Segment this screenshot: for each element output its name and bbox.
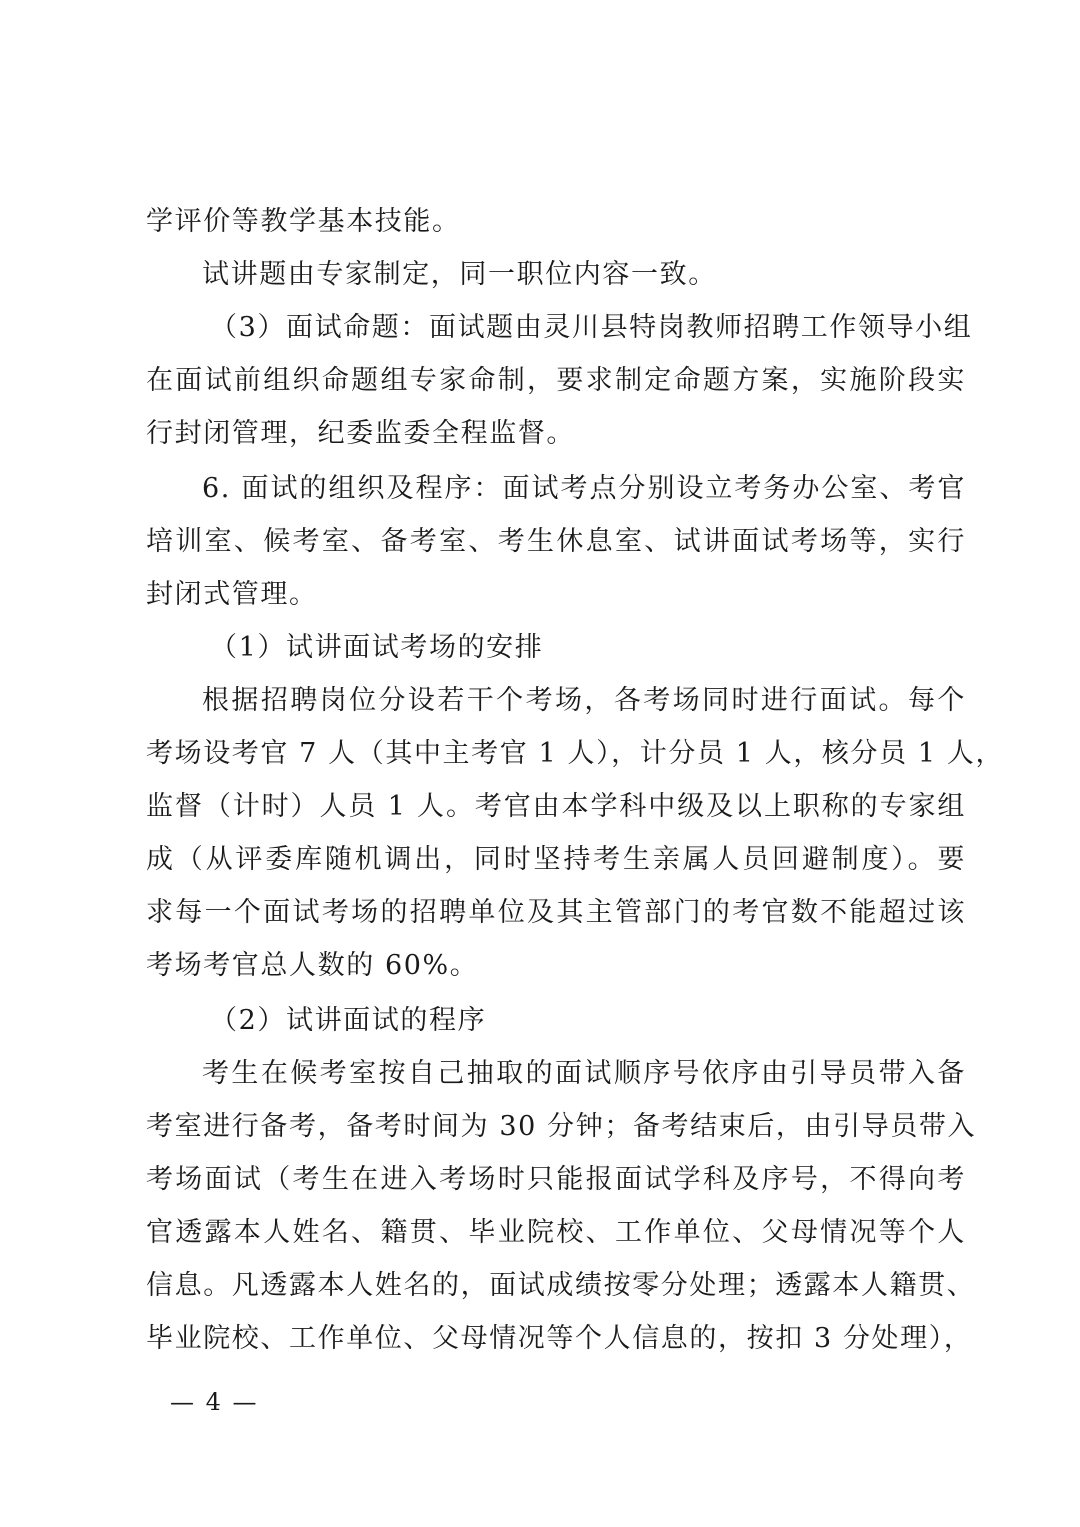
paragraph-line: 监督（计时）人员 1 人。考官由本学科中级及以上职称的专家组 [146, 791, 966, 822]
paragraph-line: （3）面试命题：面试题由灵川县特岗教师招聘工作领导小组 [210, 312, 973, 343]
section-heading: （2）试讲面试的程序 [210, 1005, 487, 1036]
section-heading: （1）试讲面试考场的安排 [210, 632, 544, 663]
paragraph-line: 考场设考官 7 人（其中主考官 1 人），计分员 1 人，核分员 1 人， [146, 738, 1005, 769]
paragraph-line: 学评价等教学基本技能。 [146, 206, 461, 237]
paragraph-line: 行封闭管理，纪委监委全程监督。 [146, 418, 575, 449]
paragraph-line: 培训室、候考室、备考室、考生休息室、试讲面试考场等，实行 [146, 526, 966, 557]
paragraph-line: 毕业院校、工作单位、父母情况等个人信息的，按扣 3 分处理）， [146, 1323, 973, 1354]
paragraph-line: 官透露本人姓名、籍贯、毕业院校、工作单位、父母情况等个人 [146, 1217, 966, 1248]
paragraph-line: 信息。凡透露本人姓名的，面试成绩按零分处理；透露本人籍贯、 [146, 1270, 976, 1301]
paragraph-line: 求每一个面试考场的招聘单位及其主管部门的考官数不能超过该 [146, 897, 966, 928]
paragraph-line: 6. 面试的组织及程序：面试考点分别设立考务办公室、考官 [202, 473, 966, 504]
paragraph-line: 根据招聘岗位分设若干个考场，各考场同时进行面试。每个 [202, 685, 966, 716]
paragraph-line: 封闭式管理。 [146, 579, 318, 610]
paragraph-line: 考室进行备考，备考时间为 30 分钟；备考结束后，由引导员带入 [146, 1111, 977, 1142]
paragraph-line: 试讲题由专家制定，同一职位内容一致。 [202, 259, 717, 290]
paragraph-line: 成（从评委库随机调出，同时坚持考生亲属人员回避制度）。要 [146, 844, 966, 875]
paragraph-line: 考场考官总人数的 60%。 [146, 950, 479, 981]
paragraph-line: 考场面试（考生在进入考场时只能报面试学科及序号，不得向考 [146, 1164, 966, 1195]
page-number: — 4 — [170, 1388, 259, 1416]
paragraph-line: 考生在候考室按自己抽取的面试顺序号依序由引导员带入备 [202, 1058, 966, 1089]
paragraph-line: 在面试前组织命题组专家命制，要求制定命题方案，实施阶段实 [146, 365, 966, 396]
